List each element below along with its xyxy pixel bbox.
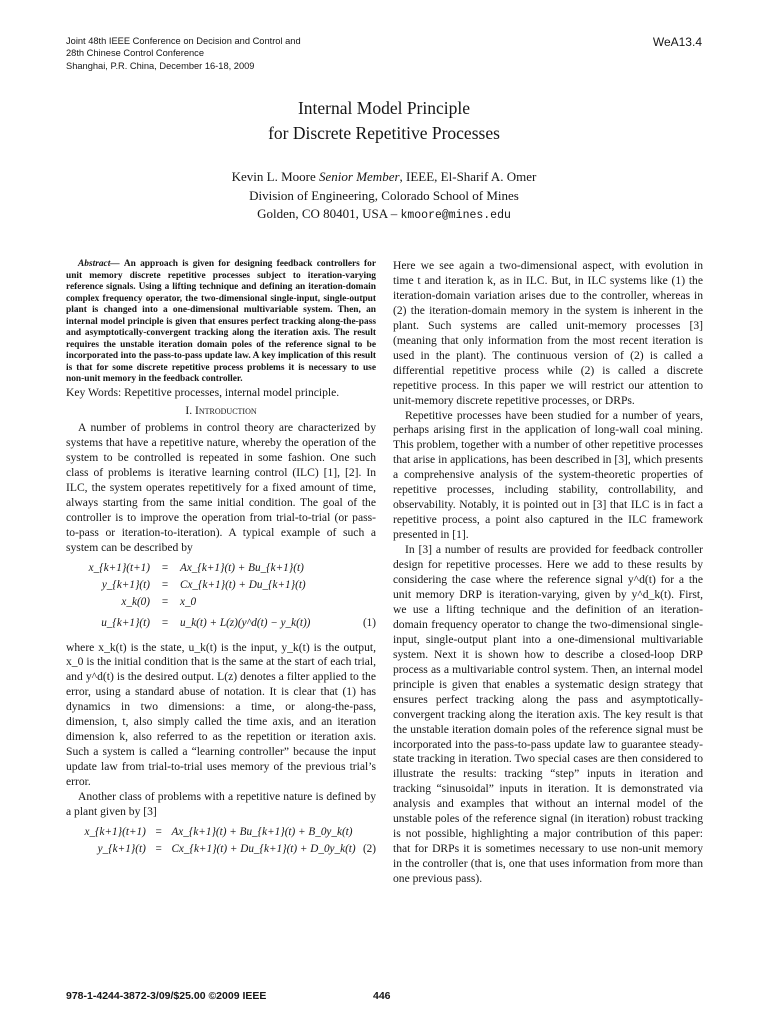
eq-op: = xyxy=(161,595,169,608)
conference-line: 28th Chinese Control Conference xyxy=(66,48,204,59)
left-column xyxy=(66,259,376,862)
title-line-1: Internal Model Principle xyxy=(297,98,471,118)
conference-line: Joint 48th IEEE Conference on Decision and Control and xyxy=(66,36,301,46)
equation-row xyxy=(66,577,376,594)
session-code: WeA13.4 xyxy=(652,35,702,49)
section-heading xyxy=(66,404,376,419)
equation-row xyxy=(66,560,376,577)
paper-title xyxy=(0,96,768,146)
abstract-text: An approach is given for designing feedback controllers for unit memory discrete repetitive processes subject to iteration-varying reference signals. Using a lifting technique and defining an iteration-domain complex frequency operator, the two-dimensional single-input, single-output plant is changed into a one-dimensional multivariable system. Then, an internal model principle is given that ensures perfect tracking along-the-pass and asymptotically-convergent tracking along the iteration axis. The result requires the unstable iteration domain poles of the reference signal to be incorporated into the pass-to-pass update law. A key implication of this result is that for some discrete repetitive process problems it is necessary to use non-unit memory in the feedback controller. xyxy=(66,259,377,385)
eq-lhs: u_{k+1}(t) xyxy=(101,617,150,629)
eq-number xyxy=(356,824,376,841)
paragraph: Another class of problems with a repetitive nature is defined by a plant given by [3] xyxy=(66,790,376,818)
eq-lhs: y_{k+1}(t) xyxy=(97,842,146,855)
eq-op: = xyxy=(155,825,162,838)
member-grade: Senior Member xyxy=(319,169,400,184)
author-email: kmoore@mines.edu xyxy=(400,209,511,222)
eq-op: = xyxy=(161,617,169,629)
author-names xyxy=(0,168,768,187)
eq-rhs: Cx_{k+1}(t) + Du_{k+1}(t) xyxy=(180,578,306,591)
paragraph: Here we see again a two-dimensional aspect, with evolution in time t and iteration k, as in ILC. But, in ILC systems like (1) the iteration-domain variation arises due to the controller, whereas in (2) the iteration-domain memory in the system is inherent in the plant. Such systems are called unit-memory processes [3] (meaning that only information from the most recent iteration is used in the plant). The continuous version of (2) is called a differential repetitive process while (2) is called a discrete repetitive process. In this paper we will restrict our attention to unit-memory discrete repetitive processes, or DRPs. xyxy=(393,259,703,407)
equation-row xyxy=(66,594,376,611)
eq-rhs: x_0 xyxy=(180,595,197,608)
abstract xyxy=(66,259,376,386)
author-names-b: , IEEE, El-Sharif A. Omer xyxy=(399,169,537,184)
equation-2 xyxy=(66,824,376,858)
paragraph: Repetitive processes have been studied for a number of years, perhaps arising first in the application of long-wall coal mining. This problem, together with a number of other repetitive processes that arise in applications, has been described in [3], which presents a comprehensive analysis of the system-theoretic properties of repetitive processes, including stability, controllability, and observability. Notably, it is pointed out in [3] that ILC is in fact a repetitive process, a point also captured in the ILC framework presented in [1]. xyxy=(393,408,703,542)
equation-row xyxy=(66,611,376,637)
copyright-footer: 978-1-4244-3872-3/09/$25.00 ©2009 IEEE xyxy=(66,990,267,1002)
eq-lhs: x_k(0) xyxy=(121,595,150,608)
eq-number: (1) xyxy=(362,617,376,629)
equation-row xyxy=(66,841,376,858)
eq-lhs: x_{k+1}(t+1) xyxy=(84,825,146,838)
eq-number xyxy=(354,577,376,594)
paragraph: where x_k(t) is the state, u_k(t) is the input, y_k(t) is the output, x_0 is the initial condition that is the same at the start of each trial, and y^d(t) is the desired output. L(z) denotes a filter applied to the error, using a standard abuse of notation. It is clear that (1) has dynamics in two dimensions: a time, or along-the-pass, dimension, t, also simply called the time axis, and an iteration dimension k, also referred to as the repetition or iteration axis. Such a system is called a “learning controller” because the input update law from trial-to-trial uses memory of the previous trial’s error. xyxy=(66,640,376,789)
right-column xyxy=(393,259,703,887)
abstract-label: Abstract xyxy=(78,259,111,269)
page-number: 446 xyxy=(373,990,391,1002)
conference-line: Shanghai, P.R. China, December 16-18, 2009 xyxy=(66,60,255,71)
section-number: I. xyxy=(185,403,193,417)
eq-op: = xyxy=(161,578,169,591)
eq-rhs: u_k(t) + L(z)(y^d(t) − y_k(t)) xyxy=(180,617,311,629)
eq-op: = xyxy=(161,561,169,574)
section-title: Introduction xyxy=(195,403,257,417)
affiliation: Division of Engineering, Colorado School of Mines xyxy=(249,187,519,203)
eq-rhs: Ax_{k+1}(t) + Bu_{k+1}(t) xyxy=(180,561,304,574)
eq-rhs: Cx_{k+1}(t) + Du_{k+1}(t) + D_0y_k(t) xyxy=(171,842,356,855)
eq-lhs: y_{k+1}(t) xyxy=(101,578,150,591)
eq-number: (2) xyxy=(362,842,376,855)
author-block xyxy=(0,168,768,226)
address-line xyxy=(0,205,768,226)
paragraph: In [3] a number of results are provided for feedback controller design for repetitive processes. Here we add to these results by considering the case where the reference signal y^d(t) for a the unit memory DRP is iteration-varying, given by y^d_k(t). First, we use a lifting technique and the definition of an iteration-domain frequency operator to change the two-dimensional single-input, single-output plant into a one-dimensional multivariable system. Next it is shown how to describe a closed-loop DRP process as a multivariable control system. Then, an internal model principle is given that enables a systematic design strategy that ensures perfect tracking along the pass and asymptotically-convergent tracking along the iteration axis. The key result is that the unstable iteration domain poles of the reference signal must be incorporated into the pass-to-pass update law to guarantee steady-state tracking in iteration. Two special cases are then considered to illustrate the results: tracking “step” inputs in iteration and tracking “sinusoidal” inputs in iteration. It is demonstrated via analysis and examples that without an internal model of the unstable poles of the reference signal (in iteration) robust tracking is not possible, highlighting a major contribution of this paper: that for DRPs it is sometimes necessary to use non-unit memory in the controller (that is, one that uses information from more than one previous pass). xyxy=(393,543,703,886)
eq-number xyxy=(354,594,376,611)
abstract-dash: — xyxy=(110,259,124,269)
eq-number xyxy=(354,560,376,577)
equation-1 xyxy=(66,560,376,637)
conference-header xyxy=(66,35,301,72)
title-line-2: for Discrete Repetitive Processes xyxy=(268,123,500,143)
eq-lhs: x_{k+1}(t+1) xyxy=(88,561,150,574)
eq-op: = xyxy=(155,842,162,855)
keywords: Key Words: Repetitive processes, internal model principle. xyxy=(66,386,340,400)
address: Golden, CO 80401, USA – xyxy=(257,206,401,221)
paragraph: A number of problems in control theory are characterized by systems that have a repetitive nature, whereby the operation of the system to be controlled is repeated in some fashion. One such class of problems is iterative learning control (ILC) [1], [2]. In ILC, the system operates repetitively for a fixed amount of time, always starting from the same initial condition. The goal of the controller is to improve the operation from trial-to-trial (or pass-to-pass or iteration-to-iteration). A typical example of such a system can be described by xyxy=(66,420,376,554)
author-names-a: Kevin L. Moore xyxy=(231,169,320,184)
eq-rhs: Ax_{k+1}(t) + Bu_{k+1}(t) + B_0y_k(t) xyxy=(171,825,353,838)
equation-row xyxy=(66,824,376,841)
